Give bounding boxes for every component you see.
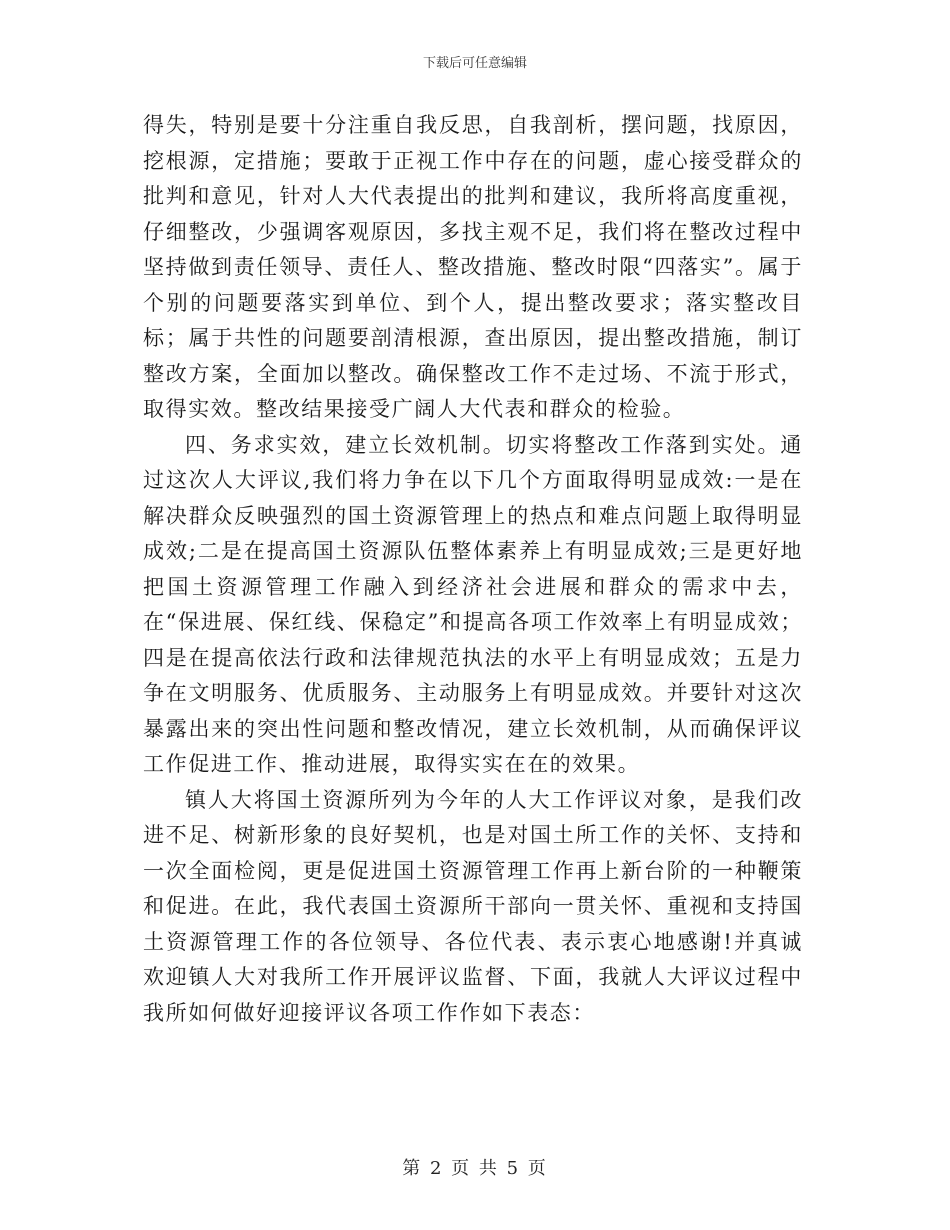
paragraph-continuation: 得失，特别是要十分注重自我反思，自我剖析，摆问题，找原因，挖根源，定措施；要敢于正视工作中存在的问题，虚心接受群众的批判和意见，针对人大代表提出的批判和建议，我所将高度重视，仔细整改，少强调客观原因，多找主观不足，我们将在整改过程中坚持做到责任领导、责任人、整改措施、整改时限“四落实”。属于个别的问题要落实到单位、到个人，提出整改要求；落实整改目标；属于共性的问题要剖清根源，查出原因，提出整改措施，制订整改方案，全面加以整改。确保整改工作不走过场、不流于形式，取得实效。整改结果接受广阔人大代表和群众的检验。 [143, 113, 803, 421]
document-body [143, 108, 803, 1031]
page-header-note: 下载后可任意编辑 [422, 56, 527, 71]
paragraph-statement: 镇人大将国土资源所列为今年的人大工作评议对象，是我们改进不足、树新形象的良好契机，也是对国土所工作的关怀、支持和一次全面检阅，更是促进国土资源管理工作再上新台阶的一种鞭策和促进。在此，我代表国土资源所干部向一贯关怀、重视和支持国土资源管理工作的各位领导、各位代表、表示衷心地感谢!并真诚欢迎镇人大对我所工作开展评议监督、下面，我就人大评议过程中我所如何做好迎接评议各项工作作如下表态： [143, 787, 803, 1025]
page-number: 第 2 页 共 5 页 [402, 1158, 548, 1179]
paragraph-section-four: 四、务求实效，建立长效机制。切实将整改工作落到实处。通过这次人大评议,我们将力争在以下几个方面取得明显成效:一是在解决群众反映强烈的国土资源管理上的热点和难点问题上取得明显成效;二是在提高国土资源队伍整体素养上有明显成效;三是更好地把国土资源管理工作融入到经济社会进展和群众的需求中去，在“保进展、保红线、保稳定”和提高各项工作效率上有明显成效；四是在提高依法行政和法律规范执法的水平上有明显成效；五是力争在文明服务、优质服务、主动服务上有明显成效。并要针对这次暴露出来的突出性问题和整改情况，建立长效机制，从而确保评议工作促进工作、推动进展，取得实实在在的效果。 [143, 432, 803, 776]
